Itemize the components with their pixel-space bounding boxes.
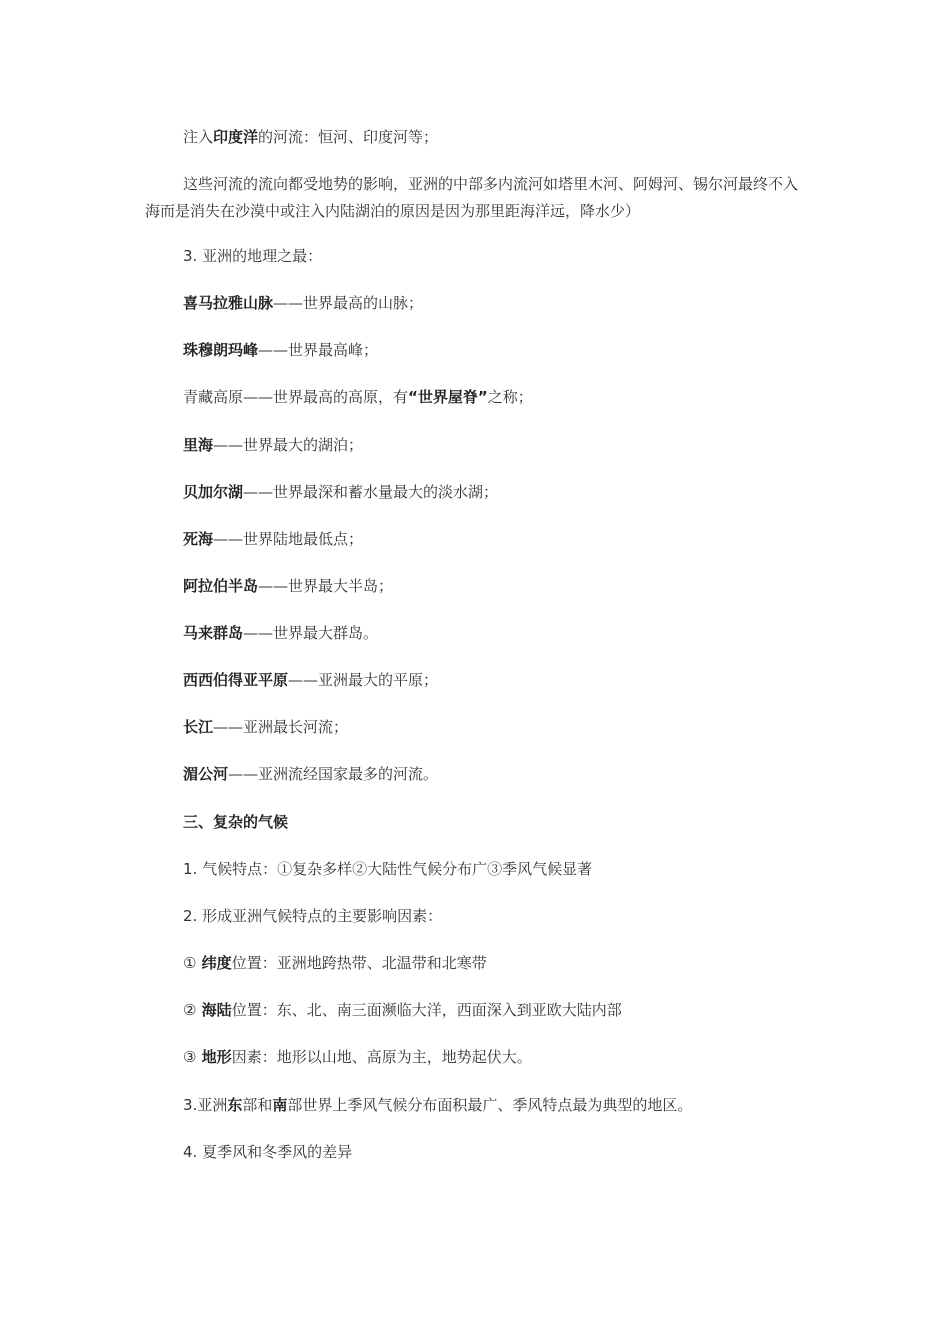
text: ——世界最大的湖泊； [213,436,364,454]
section-heading-climate [145,809,805,836]
text: ——世界最大群岛。 [243,624,379,642]
bold-text: 纬度 [196,954,232,972]
paragraph-himalaya [145,290,805,317]
paragraph-everest [145,337,805,364]
text: 位置：亚洲地跨热带、北温带和北寒带 [231,954,487,972]
bold-text: 地形 [196,1048,232,1066]
bold-text: 里海 [183,436,214,454]
list-number: 2. [183,907,198,925]
paragraph-dead-sea [145,526,805,553]
text: ——世界最深和蓄水量最大的淡水湖； [243,483,499,501]
bold-text: 三、复杂的气候 [183,813,289,831]
bold-text: 阿拉伯半岛 [183,577,259,595]
paragraph-malay-archipelago [145,620,805,647]
list-number: 1. [183,860,198,878]
paragraph-west-siberian-plain [145,667,805,694]
text: 因素：地形以山地、高原为主，地势起伏大。 [231,1048,532,1066]
bold-text: 东 [227,1096,243,1114]
list-number: 3. [183,247,198,265]
text: ——世界最高的山脉； [273,294,424,312]
paragraph-baikal [145,479,805,506]
list-number: 4. [183,1143,198,1161]
text: ——世界陆地最低点； [213,530,364,548]
text: 部和 [242,1096,273,1114]
bold-text: 湄公河 [183,765,229,783]
text: 亚洲的地理之最： [197,247,323,265]
text: 的河流：恒河、印度河等； [258,128,439,146]
text: 夏季风和冬季风的差异 [197,1143,353,1161]
paragraph-indian-ocean-rivers [145,124,805,151]
text: 形成亚洲气候特点的主要影响因素： [197,907,443,925]
text: 青藏高原——世界最高的高原，有 [183,388,409,406]
text: 气候特点：①复杂多样②大陆性气候分布广③季风气候显著 [197,860,593,878]
paragraph-yangtze [145,714,805,741]
paragraph-caspian-sea [145,432,805,459]
bold-text: 长江 [183,718,214,736]
paragraph-latitude-factor [145,950,805,977]
text: 部世界上季风气候分布面积最广、季风特点最为典型的地区。 [287,1096,693,1114]
list-number: ③ [183,1048,197,1066]
bold-text: 喜马拉雅山脉 [183,294,274,312]
paragraph-arabian-peninsula [145,573,805,600]
text: ——世界最大半岛； [258,577,394,595]
text: 注入 [183,128,214,146]
paragraph-mekong [145,761,805,788]
text: 位置：东、北、南三面濒临大洋，西面深入到亚欧大陆内部 [231,1001,622,1019]
list-number: ② [183,1001,197,1019]
text: ——亚洲流经国家最多的河流。 [228,765,439,783]
paragraph-monsoon-region [145,1092,805,1119]
text: 亚洲 [197,1096,228,1114]
bold-text: 印度洋 [213,128,259,146]
paragraph-climate-factors [145,903,805,930]
bold-text: 海陆 [196,1001,232,1019]
text: 这些河流的流向都受地势的影响，亚洲的中部多内流河如塔里木河、阿姆河、锡尔河最终不入海而是消失在沙漠中或注入内陆湖泊的原因是因为那里距海洋远，降水少） [145,175,799,220]
text: 之称； [487,388,533,406]
bold-text: 死海 [183,530,214,548]
paragraph-terrain-factor [145,1044,805,1071]
list-number: 3. [183,1096,198,1114]
paragraph-monsoon-differences [145,1139,805,1166]
paragraph-climate-features [145,856,805,883]
text: ——亚洲最大的平原； [288,671,439,689]
text: ——世界最高峰； [258,341,379,359]
bold-text: “世界屋脊” [408,388,488,406]
text: ——亚洲最长河流； [213,718,349,736]
paragraph-geography-superlatives-heading [145,243,805,270]
paragraph-river-flow [145,171,805,225]
list-number: ① [183,954,197,972]
bold-text: 马来群岛 [183,624,244,642]
paragraph-tibetan-plateau [145,384,805,411]
bold-text: 珠穆朗玛峰 [183,341,259,359]
paragraph-land-sea-factor [145,997,805,1024]
bold-text: 西西伯得亚平原 [183,671,289,689]
bold-text: 南 [272,1096,288,1114]
bold-text: 贝加尔湖 [183,483,244,501]
